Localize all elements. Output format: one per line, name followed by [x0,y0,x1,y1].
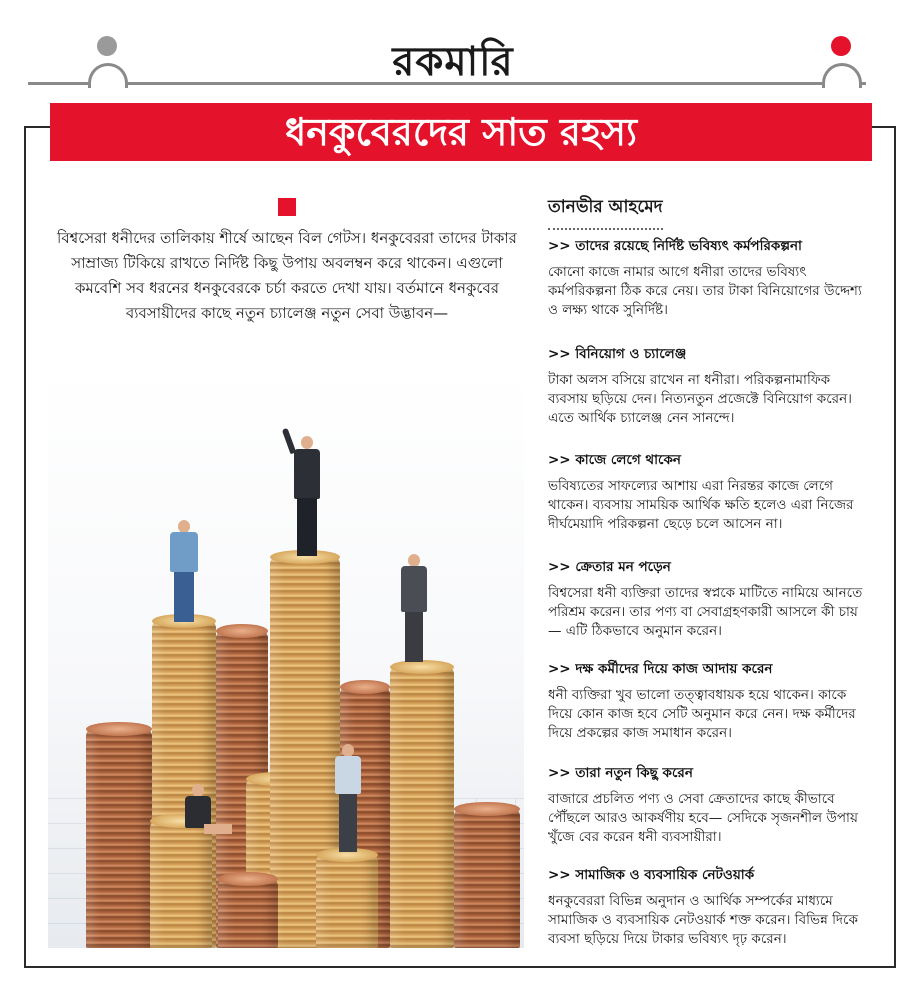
secret-body: ধনী ব্যক্তিরা খুব ভালো তত্ত্বাবধায়ক হয়ে থাকেন। কাকে দিয়ে কোন কাজ হবে সেটি অনুমান করে নেন। দক্ষ কর্মীদের দিয়ে প্রকল্পের কাজ সমাধান করেন। [548,687,856,741]
coin-stack [316,854,378,948]
secret-heading: >> কাজে লেগে থাকেন [548,452,681,468]
secret-item [548,558,868,641]
secret-item [548,764,868,847]
woman-standing-figure [392,554,436,664]
masthead [0,0,906,100]
red-square-icon [278,198,296,216]
secret-heading: >> তাদের রয়েছে নির্দিষ্ট ভবিষ্যৎ কর্মপরিকল্পনা [548,238,802,254]
coin-stack [390,666,454,948]
secret-item [548,345,868,428]
man-leaning-figure [160,520,208,624]
intro-paragraph: বিশ্বসেরা ধনীদের তালিকায় শীর্ষে আছেন বিল গেটস। ধনকুবেররা তাদের টাকার সাম্রাজ্য টিকিয়ে রাখতে নির্দিষ্ট কিছু উপায় অবলম্বন করে থাকেন। এগুলো কমবেশি সব ধরনের ধনকুবেরকে চর্চা করতে দেখা যায়। বর্তমানে ধনকুবের ব্যবসায়ীদের কাছে নতুন চ্যালেঞ্জ নতুন সেবা উদ্ভাবন— [57,229,517,322]
coin-stack [86,728,152,948]
secret-heading: >> বিনিয়োগ ও চ্যালেঞ্জ [548,346,687,362]
secret-heading: >> ক্রেতার মন পড়েন [548,559,671,575]
woman-sitting-figure [174,784,234,854]
secret-item [548,866,868,949]
frame-top-left-edge [24,126,52,128]
secret-body: বিশ্বসেরা ধনী ব্যক্তিরা তাদের স্বপ্নকে মাটিতে নামিয়ে আনতে পরিশ্রম করেন। তার পণ্য বা সেবাগ্রহণকারী আসলে কী চায়— এটি ঠিকভাবে অনুমান করেন। [548,585,863,639]
secret-item [548,451,868,534]
section-title: রকমারি [392,38,514,85]
coin-stack [218,878,278,948]
secret-body: বাজারে প্রচলিত পণ্য ও সেবা ক্রেতাদের কাছে কীভাবে পৌঁছলে আরও আকর্ষণীয় হবে— সেদিকে সৃজনশীল উপায় খুঁজে বের করেন ধনী ব্যবসায়ীরা। [548,791,858,845]
coin-stacks-illustration [48,370,524,948]
headline-banner: ধনকুবেরদের সাত রহস্য [50,103,872,161]
secret-heading: >> দক্ষ কর্মীদের দিয়ে কাজ আদায় করেন [548,661,773,677]
secret-body: ধনকুবেররা বিভিন্ন অনুদান ও আর্থিক সম্পর্কের মাধ্যমে সামাজিক ও ব্যবসায়িক নেটওয়ার্ক শক্ত করেন। বিভিন্ন দিকে ব্যবসা ছড়িয়ে দিয়ে টাকার ভবিষ্যৎ দৃঢ় করেন। [548,893,858,947]
businessman-cheering-figure [282,428,332,558]
secret-item [548,237,868,320]
secret-item [548,660,868,743]
coin-stack [454,808,520,948]
secret-body: কোনো কাজে নামার আগে ধনীরা তাদের ভবিষ্যৎ কর্মপরিকল্পনা ঠিক করে নেয়। তার টাকা বিনিয়োগের উদ্দেশ্য ও লক্ষ্য থাকে সুনির্দিষ্ট। [548,264,862,318]
secret-heading: >> তারা নতুন কিছু করেন [548,765,693,781]
secret-body: ভবিষ্যতের সাফল্যের আশায় এরা নিরন্তর কাজে লেগে থাকেন। ব্যবসায় সাময়িক আর্থিক ক্ষতি হলেও এরা নিজের দীর্ঘমেয়াদি পরিকল্পনা ছেড়ে চলে আসেন না। [548,478,854,532]
man-looking-up-figure [326,744,370,854]
author-byline: তানভীর আহমেদ [548,194,663,230]
secret-body: টাকা অলস বসিয়ে রাখেন না ধনীরা। পরিকল্পনামাফিক ব্যবসায় ছড়িয়ে দেন। নিত্যনতুন প্রজেক্টে বিনিয়োগ করেন। এতে আর্থিক চ্যালেঞ্জ নেন সানন্দে। [548,372,852,426]
secret-heading: >> সামাজিক ও ব্যবসায়িক নেটওয়ার্ক [548,867,755,883]
